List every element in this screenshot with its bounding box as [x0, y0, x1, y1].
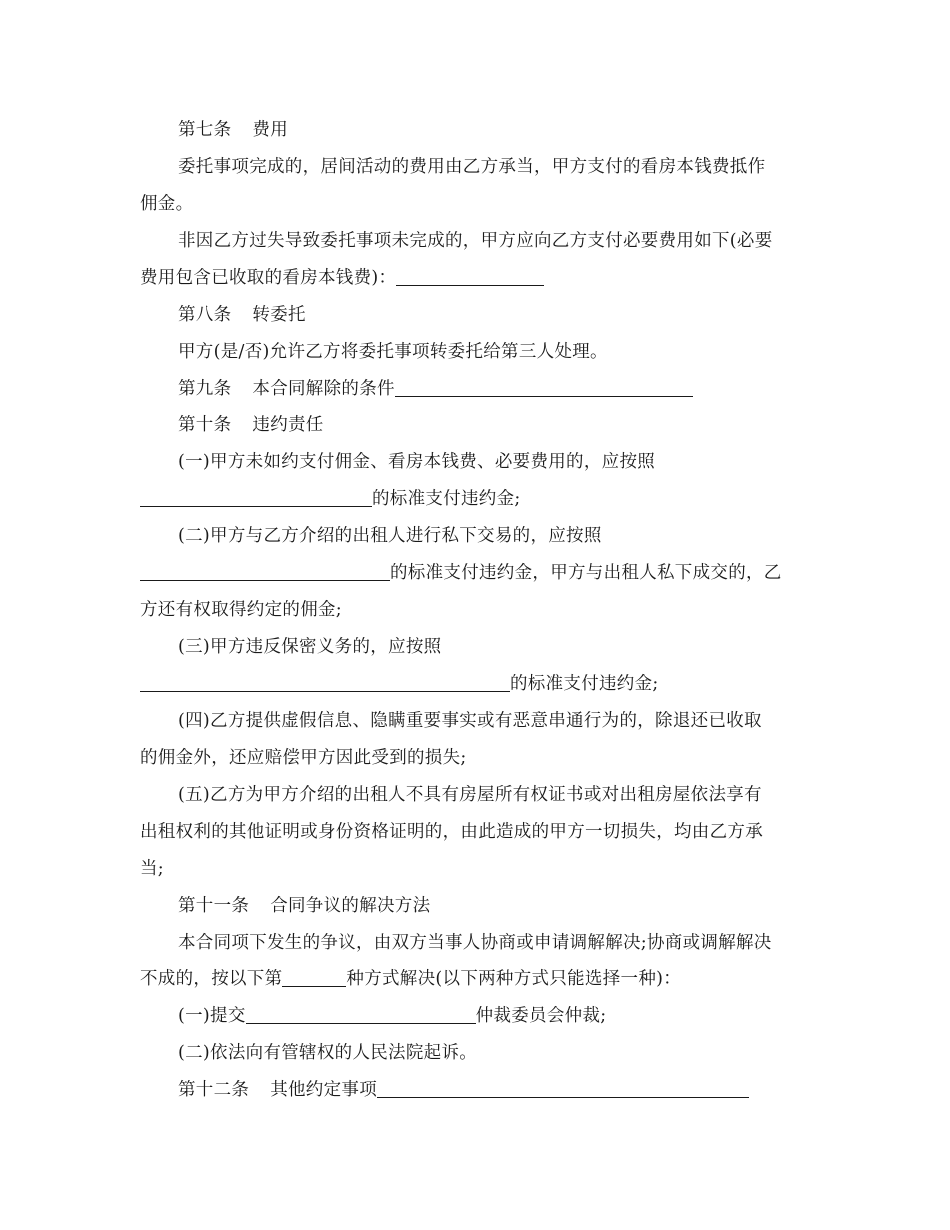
paragraph-line: 出租权利的其他证明或身份资格证明的，由此造成的甲方一切损失，均由乙方承 — [140, 822, 763, 842]
fill-blank[interactable] — [246, 1005, 476, 1024]
paragraph-text: 不成的，按以下第 — [140, 969, 283, 989]
article-number: 第七条 — [178, 120, 232, 140]
paragraph-line — [178, 1004, 606, 1028]
article-12-heading — [178, 1078, 749, 1102]
paragraph-text: (一)提交 — [178, 1006, 246, 1026]
article-title: 费用 — [252, 120, 289, 140]
article-number: 第十条 — [178, 415, 232, 435]
paragraph-line: (五)乙方为甲方介绍的出租人不具有房屋所有权证书或对出租房屋依法享有 — [178, 785, 762, 805]
article-title: 本合同解除的条件 — [252, 379, 395, 399]
fill-blank[interactable] — [140, 673, 510, 692]
article-number: 第十一条 — [178, 896, 250, 916]
paragraph-line: 方还有权取得约定的佣金; — [140, 600, 342, 620]
paragraph-text: 费用包含已收取的看房本钱费)： — [140, 268, 397, 288]
article-9-heading — [178, 377, 693, 401]
paragraph-text: 种方式解决(以下两种方式只能选择一种)： — [346, 969, 682, 989]
article-title: 转委托 — [252, 305, 306, 325]
paragraph-line — [140, 561, 782, 585]
article-title: 违约责任 — [252, 415, 324, 435]
article-title: 合同争议的解决方法 — [270, 896, 431, 916]
article-10-heading — [178, 413, 324, 437]
fill-blank[interactable] — [395, 378, 693, 397]
article-11-heading — [178, 894, 430, 918]
fill-blank[interactable] — [140, 562, 390, 581]
article-7-heading — [178, 118, 288, 142]
paragraph-line: 委托事项完成的，居间活动的费用由乙方承当，甲方支付的看房本钱费抵作 — [178, 157, 766, 177]
paragraph-line: 本合同项下发生的争议，由双方当事人协商或申请调解解决;协商或调解解决 — [178, 933, 772, 953]
paragraph-line — [140, 266, 544, 290]
paragraph-line: (二)依法向有管辖权的人民法院起诉。 — [178, 1043, 478, 1063]
article-number: 第八条 — [178, 305, 232, 325]
article-number: 第九条 — [178, 379, 232, 399]
paragraph-line: 当; — [140, 859, 164, 879]
paragraph-line: 的佣金外，还应赔偿甲方因此受到的损失; — [140, 748, 467, 768]
paragraph-text: 的标准支付违约金，甲方与出租人私下成交的，乙 — [390, 563, 782, 583]
paragraph-line — [140, 672, 659, 696]
paragraph-line: 佣金。 — [140, 194, 194, 214]
paragraph-line: (三)甲方违反保密义务的，应按照 — [178, 637, 442, 657]
fill-blank[interactable] — [140, 488, 372, 507]
article-8-heading — [178, 303, 306, 327]
fill-blank[interactable] — [396, 267, 544, 286]
paragraph-line: 甲方(是/否)允许乙方将委托事项转委托给第三人处理。 — [178, 342, 608, 362]
paragraph-line — [140, 967, 681, 991]
paragraph-text: 的标准支付违约金; — [372, 489, 521, 509]
paragraph-text: 仲裁委员会仲裁; — [475, 1006, 607, 1026]
paragraph-line: (二)甲方与乙方介绍的出租人进行私下交易的，应按照 — [178, 526, 602, 546]
paragraph-line — [140, 487, 521, 511]
fill-blank[interactable] — [282, 968, 346, 987]
article-title: 其他约定事项 — [270, 1080, 378, 1100]
article-number: 第十二条 — [178, 1080, 250, 1100]
paragraph-line: (四)乙方提供虚假信息、隐瞒重要事实或有恶意串通行为的，除退还已收取 — [178, 711, 762, 731]
paragraph-text: 的标准支付违约金; — [510, 674, 659, 694]
fill-blank[interactable] — [377, 1079, 749, 1098]
paragraph-line: 非因乙方过失导致委托事项未完成的，甲方应向乙方支付必要费用如下(必要 — [178, 231, 773, 251]
paragraph-line: (一)甲方未如约支付佣金、看房本钱费、必要费用的，应按照 — [178, 452, 656, 472]
